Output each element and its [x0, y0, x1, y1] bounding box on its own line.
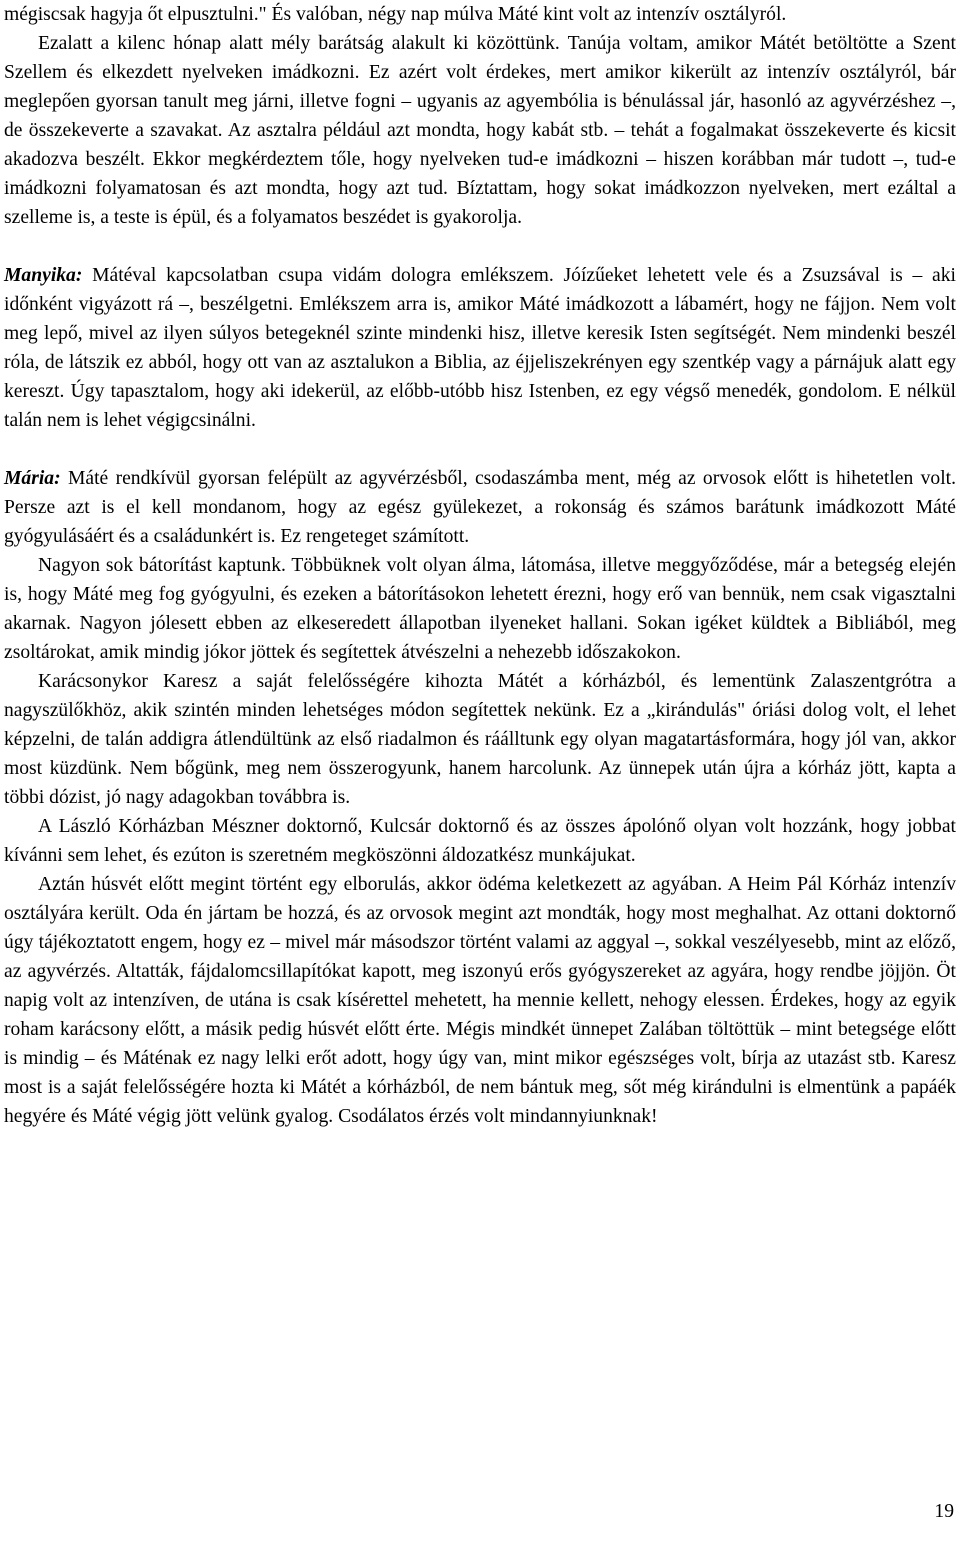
- paragraph-3-manyika: [4, 261, 956, 435]
- document-page: [4, 0, 956, 1131]
- paragraph-1: [4, 0, 956, 29]
- paragraph-text: Ezalatt a kilenc hónap alatt mély barátság alakult ki közöttünk. Tanúja voltam, amikor Mátét betöltötte a Szent Szellem és elkezdett nyelveken imádkozni. Ez azért volt érdekes, mert amikor kikerült az intenzív osztályról, bár meglepően gyorsan tanult meg járni, illetve fogni – ugyanis az agyembólia is bénulással jár, hasonló az agyvérzéshez –, de összekeverte a szavakat. Az asztalra például azt mondta, hogy kabát stb. – tehát a fogalmakat összekeverte és kicsit akadozva beszélt. Ekkor megkérdeztem tőle, hogy nyelveken tud-e imádkozni – hiszen korábban már tudott –, tud-e imádkozni folyamatosan és azt mondta, hogy azt tud. Bíztattam, hogy sokat imádkozzon nyelveken, mert ezáltal a szelleme is, a teste is épül, és a folyamatos beszédet is gyakorolja.: [4, 33, 956, 228]
- paragraph-7: [4, 812, 956, 870]
- paragraph-text: Aztán húsvét előtt megint történt egy elborulás, akkor ödéma keletkezett az agyában. A Heim Pál Kórház intenzív osztályára került. Oda én jártam be hozzá, és az orvosok megint azt mondták, hogy most meghalhat. Az ottani doktornő úgy tájékoztatott engem, hogy ez – mivel már másodszor történt valami az aggyal –, sokkal veszélyesebb, mint az előző, az agyvérzés. Altatták, fájdalomcsillapítókat kapott, meg iszonyú erős gyógyszereket az agyára, hogy rendbe jöjjön. Öt napig volt az intenzíven, de utána is csak kísérettel mehetett, ha mennie kellett, nehogy elessen. Érdekes, hogy az egyik roham karácsony előtt, a másik pedig húsvét előtt érte. Mégis mindkét ünnepet Zalában töltöttük – mint betegsége előtt is mindig – és Máténak ez nagy lelki erőt adott, hogy úgy van, mint mikor egészséges volt, bírja az utazást stb. Karesz most is a saját felelősségére hozta ki Mátét a kórházból, de nem bántuk meg, sőt még kirándulni is elmentünk a papáék hegyére és Máté végig jött velünk gyalog. Csodálatos érzés volt mindannyiunknak!: [4, 874, 956, 1127]
- speaker-label: Mária:: [4, 468, 61, 489]
- paragraph-text: Máté rendkívül gyorsan felépült az agyvérzésből, csodaszámba ment, még az orvosok előtt is hihetetlen volt. Persze azt is el kell mondanom, hogy az egész gyülekezet, a rokonság és számos barátunk imádkozott Máté gyógyulásáért és a családunkért is. Ez rengeteget számított.: [4, 468, 956, 547]
- paragraph-2: [4, 29, 956, 232]
- page-number: 19: [934, 1501, 954, 1522]
- paragraph-text: A László Kórházban Mészner doktornő, Kulcsár doktornő és az összes ápolónő olyan volt hozzánk, hogy jobbat kívánni sem lehet, és ezúton is szeretném megköszönni áldozatkész munkájukat.: [4, 816, 956, 866]
- paragraph-text: Nagyon sok bátorítást kaptunk. Többüknek volt olyan álma, látomása, illetve meggyőződése, már a betegség elején is, hogy Máté meg fog gyógyulni, és ezeken a bátorításokon lehetett érezni, hogy erő van bennük, nem csak vigasztalni akarnak. Nagyon jólesett ebben az elkeseredett állapotban ilyeneket hallani. Sokan igéket küldtek a Bibliából, meg zsoltárokat, amik mindig jókor jöttek és segítettek átvészelni a nehezebb időszakokon.: [4, 555, 956, 663]
- speaker-label: Manyika:: [4, 265, 83, 286]
- paragraph-5: [4, 551, 956, 667]
- paragraph-text: Karácsonykor Karesz a saját felelősségére kihozta Mátét a kórházból, és lementünk Zalaszentgrótra a nagyszülőkhöz, akik szintén minden lehetséges módon segítettek nekünk. Ez a „kirándulás" óriási dolog volt, el lehet képzelni, de talán addigra átlendültünk az első riadalmon és ráálltunk egy olyan magatartásformára, hogy jól van, akkor most küzdünk. Nem bőgünk, meg nem összerogyunk, hanem harcolunk. Az ünnepek után újra a kórház jött, kapta a többi dózist, jó nagy adagokban továbbra is.: [4, 671, 956, 808]
- paragraph-4-maria: [4, 464, 956, 551]
- paragraph-8: [4, 870, 956, 1131]
- paragraph-6: [4, 667, 956, 812]
- paragraph-text: mégiscsak hagyja őt elpusztulni." És valóban, négy nap múlva Máté kint volt az intenzív osztályról.: [4, 4, 787, 25]
- paragraph-text: Mátéval kapcsolatban csupa vidám dologra emlékszem. Jóízűeket lehetett vele és a Zsuzsával is – aki időnként vigyázott rá –, beszélgetni. Emlékszem arra is, amikor Máté imádkozott a lábamért, hogy ne fájjon. Nem volt meg lepő, mivel az ilyen súlyos betegeknél szinte mindenki hisz, illetve keresik Isten segítségét. Nem mindenki beszél róla, de látszik ez abból, hogy ott van az asztalukon a Biblia, az éjjeliszekrényen egy szentkép vagy a párnájuk alatt egy kereszt. Úgy tapasztalom, hogy aki idekerül, az előbb-utóbb hisz Istenben, ez egy végső menedék, gondolom. E nélkül talán nem is lehet végigcsinálni.: [4, 265, 956, 431]
